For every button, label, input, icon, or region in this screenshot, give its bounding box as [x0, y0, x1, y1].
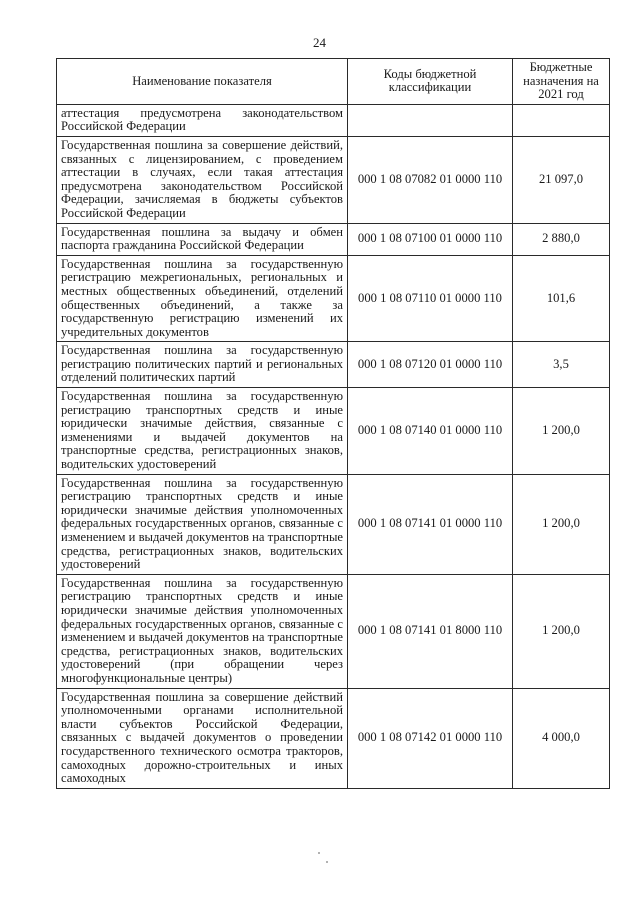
budget-table: [56, 58, 610, 789]
budget-value-cell: 4 000,0: [513, 688, 610, 788]
table-row: [57, 388, 610, 475]
budget-value-cell: 1 200,0: [513, 388, 610, 475]
budget-code-cell: 000 1 08 07120 01 0000 110: [348, 342, 513, 388]
header-indicator-name: Наименование показателя: [57, 59, 348, 105]
header-budget-codes: Коды бюджетной классификации: [348, 59, 513, 105]
table-row: [57, 474, 610, 574]
indicator-name-cell: Государственная пошлина за совершение действий уполномоченными органами исполнительной власти субъектов Российской Федерации, связанных с выдачей документов о проведении государственного технического осмотра тракторов, самоходных дорожно-строительных и иных самоходных: [57, 688, 348, 788]
table-row: [57, 223, 610, 255]
indicator-name-cell: Государственная пошлина за государственную регистрацию транспортных средств и иные юридически значимые действия уполномоченных федеральных государственных органов, связанные с изменением и выдачей документов на транспортные средства, регистрационных знаков, водительских удостоверений: [57, 474, 348, 574]
table-header-row: [57, 59, 610, 105]
table-row: [57, 104, 610, 136]
indicator-name-cell: Государственная пошлина за государственную регистрацию межрегиональных, региональных и местных общественных объединений, отделений общественных объединений, а также за государственную регистрацию изменений их учредительных документов: [57, 255, 348, 342]
budget-code-cell: 000 1 08 07110 01 0000 110: [348, 255, 513, 342]
indicator-name-cell: Государственная пошлина за государственную регистрацию транспортных средств и иные юридически значимые действия, связанные с изменениями и выдачей документов на транспортные средства, регистрационных знаков, водительских удостоверений: [57, 388, 348, 475]
budget-value-cell: 2 880,0: [513, 223, 610, 255]
budget-value-cell: [513, 104, 610, 136]
budget-code-cell: 000 1 08 07141 01 0000 110: [348, 474, 513, 574]
header-budget-assignments: Бюджетные назначения на 2021 год: [513, 59, 610, 105]
indicator-name-cell: Государственная пошлина за выдачу и обмен паспорта гражданина Российской Федерации: [57, 223, 348, 255]
indicator-name-cell: Государственная пошлина за совершение действий, связанных с лицензированием, с проведением аттестации в случаях, если такая аттестация предусмотрена законодательством Российской Федерации, зачисляемая в бюджеты субъектов Российской Федерации: [57, 136, 348, 223]
scan-speck: [326, 861, 328, 863]
table-row: [57, 342, 610, 388]
budget-value-cell: 101,6: [513, 255, 610, 342]
budget-value-cell: 1 200,0: [513, 474, 610, 574]
budget-code-cell: 000 1 08 07100 01 0000 110: [348, 223, 513, 255]
table-row: [57, 688, 610, 788]
indicator-name-cell: аттестация предусмотрена законодательством Российской Федерации: [57, 104, 348, 136]
budget-value-cell: 1 200,0: [513, 574, 610, 688]
budget-value-cell: 3,5: [513, 342, 610, 388]
budget-value-cell: 21 097,0: [513, 136, 610, 223]
budget-code-cell: [348, 104, 513, 136]
page-number: 24: [313, 35, 326, 50]
budget-code-cell: 000 1 08 07142 01 0000 110: [348, 688, 513, 788]
budget-code-cell: 000 1 08 07140 01 0000 110: [348, 388, 513, 475]
table-row: [57, 136, 610, 223]
indicator-name-cell: Государственная пошлина за государственную регистрацию транспортных средств и иные юридически значимые действия уполномоченных федеральных государственных органов, связанные с изменением и выдачей документов на транспортные средства, регистрационных знаков, водительских удостоверений (при обращении через многофункциональные центры): [57, 574, 348, 688]
budget-code-cell: 000 1 08 07082 01 0000 110: [348, 136, 513, 223]
table-row: [57, 574, 610, 688]
table-row: [57, 255, 610, 342]
scan-speck: [318, 852, 320, 854]
budget-code-cell: 000 1 08 07141 01 8000 110: [348, 574, 513, 688]
indicator-name-cell: Государственная пошлина за государственную регистрацию политических партий и региональных отделений политических партий: [57, 342, 348, 388]
